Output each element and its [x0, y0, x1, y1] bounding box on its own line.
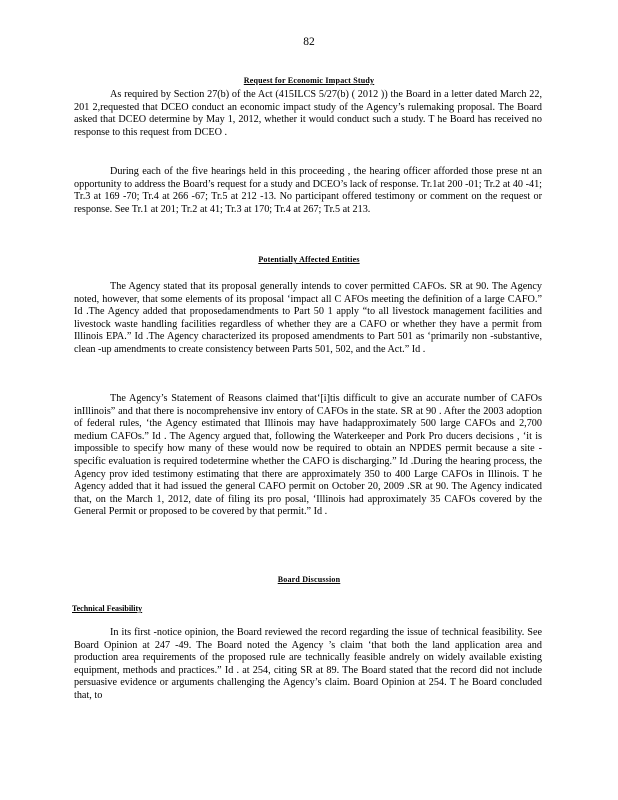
subheading-technical-feasibility-text: Technical Feasibility	[72, 604, 143, 613]
heading-board-discussion	[0, 575, 618, 584]
page-number: 82	[303, 36, 315, 48]
subheading-technical-feasibility	[72, 604, 142, 613]
paragraph-affected-entities-1: The Agency stated that its proposal generally intends to cover permitted CAFOs. SR at 90. The Agency noted, however, that some elements of its proposal ‘impact all C AFOs meeting the definition of a large CAFO.” Id .The Agency added that proposedamendments to Part 50 1 apply “to all livestock management facilities and livestock waste handling facilities regardless of whether they are a CAFO or whether they have a permit from Illinois EPA.” Id .The Agency characterized its proposed amendments to Part 501 as ‘primarily non -substantive, clean -up amendments to create consistency between Parts 501, 502, and the Act.” Id .	[74, 281, 542, 355]
paragraph-economic-impact-2: During each of the five hearings held in this proceeding , the hearing officer afforded those prese nt an opportunity to address the Board’s request for a study and DCEO’s lack of response. Tr.1at 200 -01; Tr.2 at 40 -41; Tr.3 at 169 -70; Tr.4 at 266 -67; Tr.5 at 212 -13. No participant offered testimony or comment on the request or response. See Tr.1 at 201; Tr.2 at 41; Tr.3 at 170; Tr.4 at 267; Tr.5 at 213.	[74, 166, 542, 215]
heading-economic-impact-text: Request for Economic Impact Study	[243, 76, 375, 85]
heading-board-discussion-text: Board Discussion	[277, 575, 341, 584]
heading-economic-impact	[0, 76, 618, 85]
paragraph-economic-impact-1: As required by Section 27(b) of the Act (415ILCS 5/27(b) ( 2012 )) the Board in a letter dated March 22, 201 2,requested that DCEO conduct an economic impact study of the Agency’s rulemaking proposal. The Board asked that DCEO determine by May 1, 2012, whether it would conduct such a study. T he Board has received no response to this request from DCEO .	[74, 89, 542, 138]
heading-affected-entities	[0, 255, 618, 264]
heading-affected-entities-text: Potentially Affected Entities	[258, 255, 360, 264]
paragraph-technical-feasibility-1: In its first -notice opinion, the Board reviewed the record regarding the issue of technical feasibility. See Board Opinion at 247 -49. The Board noted the Agency ’s claim ‘that both the land application area and production area requirements of the proposed rule are technically feasible andrely on widely available existing equipment, methods and practices.” Id . at 254, citing SR at 89. The Board stated that the record did not include persuasive evidence or arguments challenging the Agency’s claim. Board Opinion at 254. T he Board concluded that, to	[74, 627, 542, 701]
paragraph-affected-entities-2: The Agency’s Statement of Reasons claimed that‘[i]tis difficult to give an accurate number of CAFOs inIllinois” and that there is nocomprehensive inv entory of CAFOs in the state. SR at 90 . After the 2003 adoption of federal rules, ‘the Agency estimated that Illinois may have hadapproximately 500 large CAFOs and 2,700 medium CAFOs.” Id . The Agency argued that, following the Waterkeeper and Pork Pro ducers decisions , ‘it is impossible to specify how many of these would now be required to obtain an NPDES permit because a site - specific evaluation is required todetermine whether the CAFO is discharging.” Id .During the hearing process, the Agency prov ided testimony estimating that there are approximately 350 to 400 Large CAFOs in Illinois. T he Agency added that it had issued the general CAFO permit on October 20, 2009 .SR at 90. The Agency indicated that, on the March 1, 2012, date of filing its pro posal, ‘Illinois had approximately 35 CAFOs covered by the General Permit or proposed to be covered by that permit.” Id .	[74, 393, 542, 518]
